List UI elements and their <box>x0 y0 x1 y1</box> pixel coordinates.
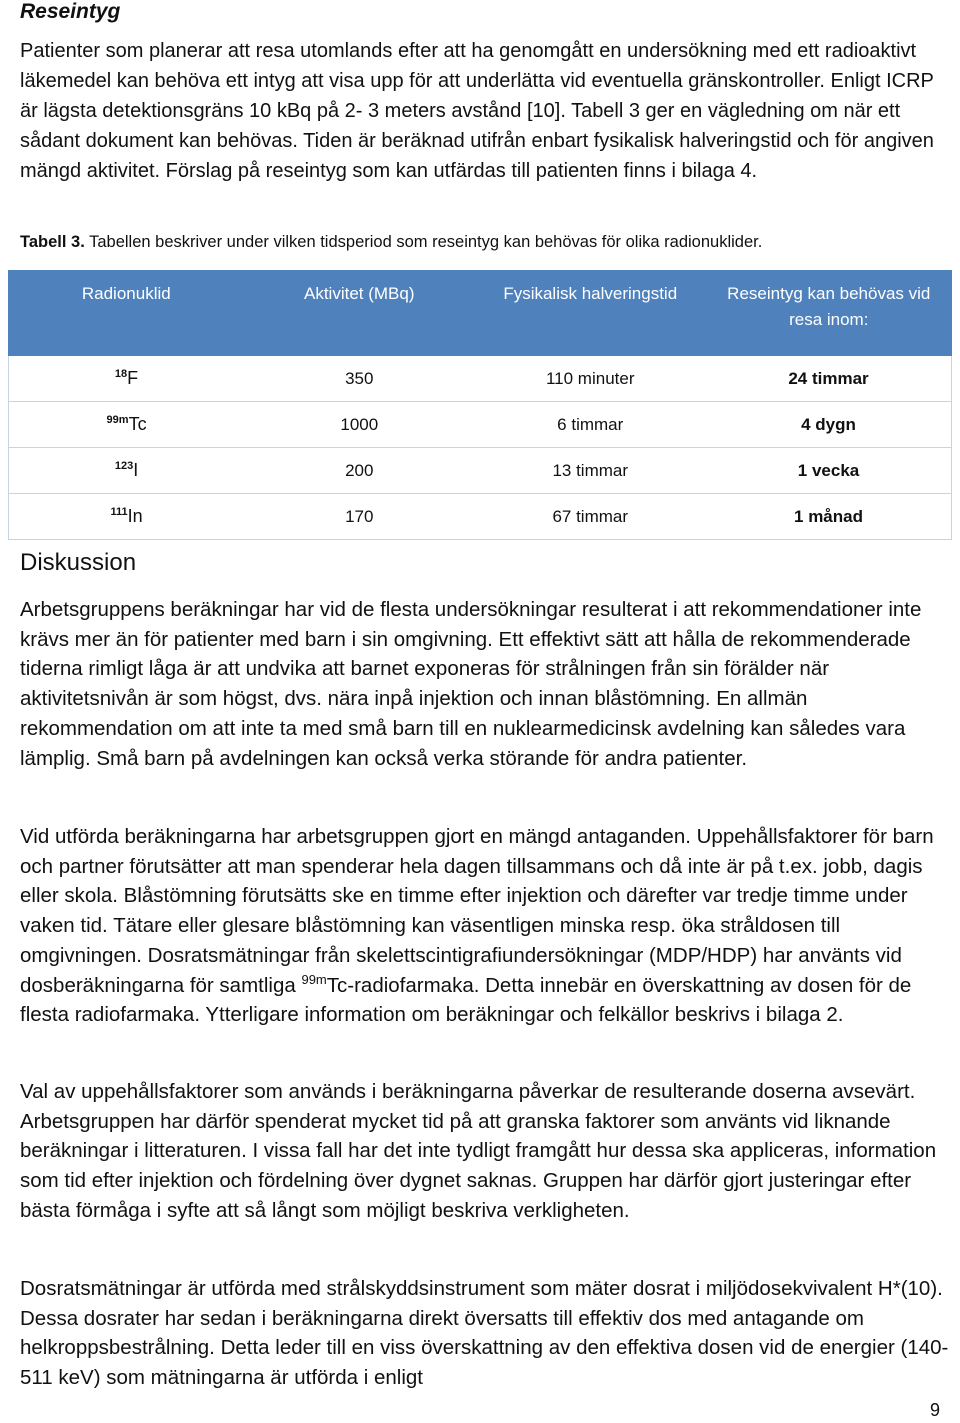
nuclide-symbol: I <box>133 460 139 480</box>
nuclide-cell <box>9 402 245 448</box>
paragraph-2-text-before: Vid utförda beräkningarna har arbetsgruppen gjort en mängd antaganden. Uppehållsfaktorer för barn och partner förutsätter att man spenderar hela dagen tillsammans och då inte är på t.ex. jobb, dagis eller skola. Blåstömning förutsätts ske en timme efter injektion och därefter var tredje timme under vaken tid. Tätare eller glesare blåstömning kan väsentligen minska resp. öka stråldosen till omgivningen. Dosratsmätningar från skelettscintigrafiundersökningar (MDP/HDP) har använts vid dosberäkningarna för samtliga <box>20 825 934 997</box>
travel-cell: 1 vecka <box>706 448 951 494</box>
page-number: 9 <box>929 1400 940 1420</box>
discussion-paragraph-1: Arbetsgruppens beräkningar har vid de flesta undersökningar resulterat i att rekommendationer inte krävs mer än för patienter med barn i sin omgivning. Ett effektivt sätt att hålla de rekommenderade tiderna rimligt låga är att undvika att barnet exponeras för strålningen från sin förälder när aktivitetsnivån är som högst, dvs. nära inpå injektion och innan blåstömning. En allmän rekommendation om att inte ta med små barn till en nuklearmedicinsk avdelning kan således vara lämplig. Små barn på avdelningen kan också verka störande för andra patienter. <box>20 598 922 770</box>
header-halveringstid: Fysikalisk halveringstid <box>474 271 706 356</box>
halflife-cell: 13 timmar <box>474 448 706 494</box>
discussion-paragraph-2 <box>20 822 950 1030</box>
activity-cell: 350 <box>244 356 474 402</box>
nuclide-mass: 111 <box>110 506 128 518</box>
nuclide-symbol: F <box>127 368 139 388</box>
section-heading-reseintyg: Reseintyg <box>20 0 121 23</box>
table-header-row <box>9 271 952 356</box>
header-aktivitet: Aktivitet (MBq) <box>244 271 474 356</box>
section-heading-diskussion: Diskussion <box>20 549 137 576</box>
paragraph-2-text-after: Tc-radiofarmaka. Detta innebär en överskattning av dosen för de flesta radiofarmaka. Ytterligare information om beräkningar och felkällor beskrivs i bilaga 2. <box>20 973 912 1027</box>
nuclide-cell <box>9 448 245 494</box>
table-caption-label: Tabell 3. <box>20 233 85 251</box>
halflife-cell: 110 minuter <box>474 356 706 402</box>
nuclide-mass: 123 <box>114 460 134 472</box>
table-caption-text: Tabellen beskriver under vilken tidsperiod som reseintyg kan behövas för olika radionuklider. <box>84 233 763 251</box>
nuclide-symbol: In <box>127 506 143 526</box>
activity-cell: 1000 <box>244 402 474 448</box>
radionuclide-table <box>8 270 952 540</box>
tc-mass-superscript: 99m <box>301 971 327 987</box>
nuclide-symbol: Tc <box>128 414 147 434</box>
discussion-paragraph-3: Val av uppehållsfaktorer som används i beräkningarna påverkar de resulterande doserna avsevärt. Arbetsgruppen har därför spenderat mycket tid på att granska faktorer som använts vid liknande beräkningar i litteraturen. I vissa fall har det inte tydligt framgått hur dessa ska appliceras, information som tid efter injektion och fördelning över dygnet saknas. Gruppen har därför gjort justeringar efter bästa förmåga i syfte att så långt som möjligt beskriva verkligheten. <box>20 1080 937 1222</box>
table-caption <box>20 233 950 252</box>
table-row <box>9 494 952 540</box>
activity-cell: 200 <box>244 448 474 494</box>
table-row <box>9 448 952 494</box>
halflife-cell: 67 timmar <box>474 494 706 540</box>
activity-cell: 170 <box>244 494 474 540</box>
discussion-paragraph-4: Dosratsmätningar är utförda med strålskyddsinstrument som mäter dosrat i miljödosekvivalent H*(10). Dessa dosrater har sedan i beräkningarna direkt översatts till effektiv dos med antagande om helkroppsbestrålning. Detta leder till en viss överskattning av den effektiva dosen vid de energier (140-511 keV) som mätningarna är utförda i enligt <box>20 1277 949 1390</box>
header-reseintyg: Reseintyg kan behövas vid resa inom: <box>706 271 951 356</box>
nuclide-mass: 99m <box>106 414 129 426</box>
travel-cell: 24 timmar <box>706 356 951 402</box>
nuclide-cell <box>9 356 245 402</box>
travel-cell: 4 dygn <box>706 402 951 448</box>
halflife-cell: 6 timmar <box>474 402 706 448</box>
reseintyg-paragraph: Patienter som planerar att resa utomlands efter att ha genomgått en undersökning med ett radioaktivt läkemedel kan behöva ett intyg att visa upp för att underlätta vid eventuella gränskontroller. Enligt ICRP är lägsta detektionsgräns 10 kBq på 2- 3 meters avstånd [10]. Tabell 3 ger en vägledning om när ett sådant dokument kan behövas. Tiden är beräknad utifrån enbart fysikalisk halveringstid och för angiven mängd aktivitet. Förslag på reseintyg som kan utfärdas till patienten finns i bilaga 4. <box>20 40 934 182</box>
nuclide-cell <box>9 494 245 540</box>
header-radionuklid: Radionuklid <box>9 271 245 356</box>
table-row <box>9 402 952 448</box>
table-row <box>9 356 952 402</box>
nuclide-mass: 18 <box>114 368 128 380</box>
travel-cell: 1 månad <box>706 494 951 540</box>
